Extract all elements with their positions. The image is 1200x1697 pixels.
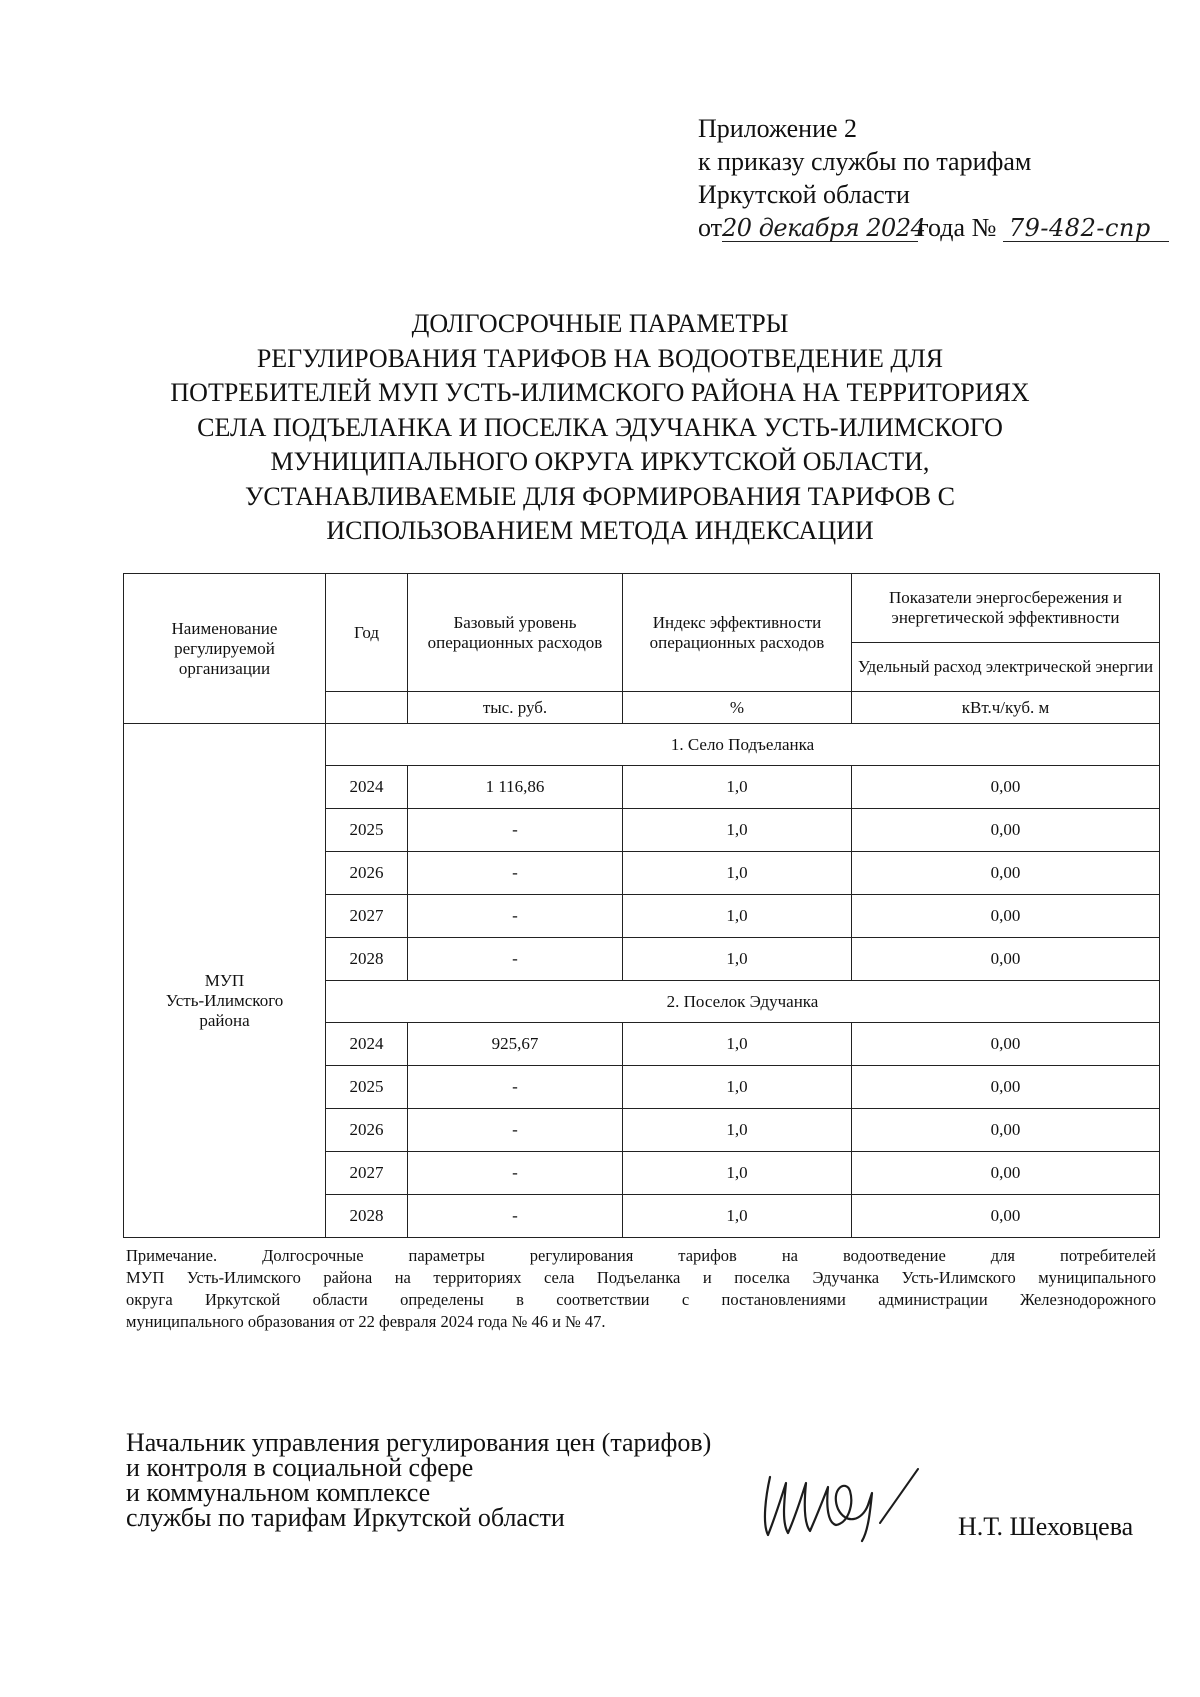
year-cell: 2025 [326,809,408,852]
appendix-date-line [698,211,1169,244]
appendix-line-2: к приказу службы по тарифам [698,147,1032,176]
title-line: ДОЛГОСРОЧНЫЕ ПАРАМЕТРЫ [411,309,789,338]
energy-cell: 0,00 [852,1152,1160,1195]
table-row [124,766,1160,809]
energy-cell: 0,00 [852,895,1160,938]
index-cell: 1,0 [623,1023,852,1066]
unit-base: тыс. руб. [408,692,623,724]
unit-energy: кВт.ч/куб. м [852,692,1160,724]
org-line: района [199,1011,250,1031]
document-title [160,307,1040,549]
position-line: службы по тарифам Иркутской области [126,1503,565,1532]
year-cell: 2027 [326,1152,408,1195]
energy-cell: 0,00 [852,1109,1160,1152]
header-energy-group: Показатели энергосбережения и энергетической эффективности [852,574,1160,643]
title-line: ИСПОЛЬЗОВАНИЕМ МЕТОДА ИНДЕКСАЦИИ [326,516,874,545]
index-cell: 1,0 [623,1195,852,1238]
energy-cell: 0,00 [852,766,1160,809]
index-cell: 1,0 [623,895,852,938]
header-org: Наименование регулируемой организации [124,574,326,724]
note-line: округа Иркутской области определены в соответствии с постановлениями администрации Железнодорожного [126,1290,1156,1309]
year-cell: 2028 [326,1195,408,1238]
base-cell: - [408,938,623,981]
year-cell: 2028 [326,938,408,981]
base-cell: 925,67 [408,1023,623,1066]
title-line: МУНИЦИПАЛЬНОГО ОКРУГА ИРКУТСКОЙ ОБЛАСТИ, [270,447,930,476]
section-title: 2. Поселок Эдучанка [326,981,1160,1023]
header-energy-consumption: Удельный расход электрической энергии [852,643,1160,692]
base-cell: - [408,809,623,852]
index-cell: 1,0 [623,1109,852,1152]
unit-year-empty [326,692,408,724]
table-header-row [124,574,1160,643]
index-cell: 1,0 [623,852,852,895]
appendix-line-1: Приложение 2 [698,114,858,143]
index-cell: 1,0 [623,938,852,981]
title-line: СЕЛА ПОДЪЕЛАНКА И ПОСЕЛКА ЭДУЧАНКА УСТЬ-ИЛИМСКОГО [197,412,1003,442]
organization-name [124,766,326,1238]
note-line: муниципального образования от 22 февраля 2024 года № 46 и № 47. [126,1312,606,1331]
index-cell: 1,0 [623,1066,852,1109]
energy-cell: 0,00 [852,1195,1160,1238]
base-cell: - [408,1152,623,1195]
section-title: 1. Село Подъеланка [326,724,1160,766]
year-cell: 2024 [326,1023,408,1066]
base-cell: - [408,1066,623,1109]
date-prefix: от [698,213,723,242]
energy-cell: 0,00 [852,809,1160,852]
energy-cell: 0,00 [852,1023,1160,1066]
unit-index: % [623,692,852,724]
index-cell: 1,0 [623,809,852,852]
index-cell: 1,0 [623,1152,852,1195]
section-row [124,724,1160,766]
parameters-table [123,573,1160,1238]
base-cell: - [408,895,623,938]
note-line: МУП Усть-Илимского района на территориях села Подъеланка и поселка Эдучанка Усть-Илимского муниципального [126,1268,1156,1287]
title-line: УСТАНАВЛИВАЕМЫЕ ДЛЯ ФОРМИРОВАНИЯ ТАРИФОВ С [244,481,955,511]
title-line: ПОТРЕБИТЕЛЕЙ МУП УСТЬ-ИЛИМСКОГО РАЙОНА НА ТЕРРИТОРИЯХ [170,378,1030,407]
org-line: Усть-Илимского [165,991,284,1011]
index-cell: 1,0 [623,766,852,809]
base-cell: 1 116,86 [408,766,623,809]
signatory-position [126,1430,711,1530]
header-year: Год [326,574,408,692]
position-line: Начальник управления регулирования цен (тарифов) [126,1428,712,1457]
header-efficiency-index: Индекс эффективности операционных расходов [623,574,852,692]
position-line: и коммунальном комплексе [126,1478,431,1507]
org-line: МУП [204,971,245,991]
date-suffix: года № [918,213,997,242]
year-cell: 2026 [326,852,408,895]
base-cell: - [408,1109,623,1152]
year-cell: 2024 [326,766,408,809]
appendix-header [698,112,1169,244]
title-line: РЕГУЛИРОВАНИЯ ТАРИФОВ НА ВОДООТВЕДЕНИЕ ДЛЯ [256,343,944,373]
position-line: и контроля в социальной сфере [126,1453,474,1482]
note-paragraph [126,1245,1156,1333]
base-cell: - [408,1195,623,1238]
energy-cell: 0,00 [852,938,1160,981]
energy-cell: 0,00 [852,852,1160,895]
year-cell: 2025 [326,1066,408,1109]
year-cell: 2026 [326,1109,408,1152]
appendix-line-3: Иркутской области [698,180,910,209]
handwritten-signature [758,1465,948,1545]
signer-name: Н.Т. Шеховцева [958,1512,1134,1541]
note-line: Примечание. Долгосрочные параметры регулирования тарифов на водоотведение для потребителей [126,1246,1156,1265]
energy-cell: 0,00 [852,1066,1160,1109]
handwritten-order-number: 79-482-спр [1003,215,1169,242]
org-cell-top [124,724,326,766]
year-cell: 2027 [326,895,408,938]
header-base-level: Базовый уровень операционных расходов [408,574,623,692]
handwritten-date: 20 декабря 2024 [722,214,926,242]
base-cell: - [408,852,623,895]
